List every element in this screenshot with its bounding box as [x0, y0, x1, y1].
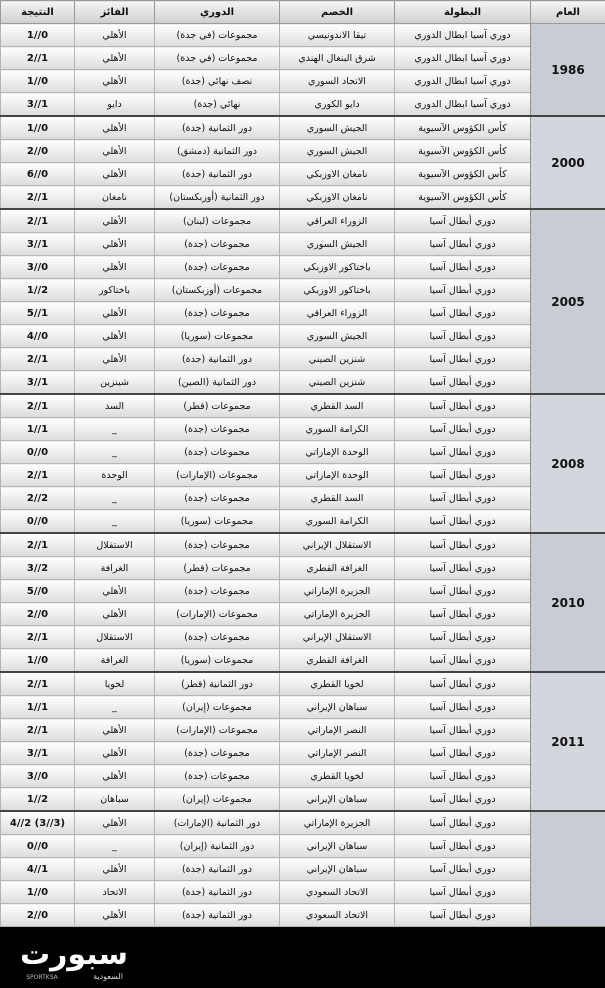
- winner-cell: الأهلي: [75, 163, 155, 186]
- round-cell: مجموعات (سوريا): [155, 325, 280, 348]
- championship-cell: دوري أبطال آسيا: [395, 719, 531, 742]
- winner-cell: الاتحاد: [75, 881, 155, 904]
- logo-subtext: السعودية: [93, 972, 123, 981]
- winner-cell: الأهلي: [75, 70, 155, 93]
- championship-cell: دوري أبطال آسيا: [395, 603, 531, 626]
- result-cell: 2//1: [1, 788, 75, 812]
- championship-cell: دوري أبطال آسيا: [395, 788, 531, 812]
- championship-cell: دوري أبطال آسيا: [395, 649, 531, 673]
- table-row: [1, 256, 605, 279]
- round-cell: مجموعات (في جدة): [155, 24, 280, 47]
- winner-cell: _: [75, 510, 155, 534]
- championship-cell: دوري آسيا ابطال الدوري: [395, 70, 531, 93]
- round-cell: مجموعات (قطر): [155, 557, 280, 580]
- round-cell: مجموعات (جدة): [155, 765, 280, 788]
- round-cell: نهائي (جدة): [155, 93, 280, 117]
- opponent-cell: لخويا القطري: [280, 765, 395, 788]
- championship-cell: دوري أبطال آسيا: [395, 233, 531, 256]
- round-cell: مجموعات (جدة): [155, 580, 280, 603]
- round-cell: مجموعات (قطر): [155, 394, 280, 418]
- championship-cell: دوري أبطال آسيا: [395, 811, 531, 835]
- result-cell: 1//3: [1, 93, 75, 117]
- result-cell: 0//1: [1, 70, 75, 93]
- result-cell: 1//2: [1, 47, 75, 70]
- winner-cell: _: [75, 418, 155, 441]
- result-cell: 1//2: [1, 464, 75, 487]
- result-cell: 0//0: [1, 441, 75, 464]
- table-row: [1, 464, 605, 487]
- year-cell: 2011: [531, 672, 605, 811]
- round-cell: مجموعات (إيران): [155, 788, 280, 812]
- winner-cell: الأهلي: [75, 580, 155, 603]
- year-cell: [531, 811, 605, 927]
- header-year: العام: [531, 1, 605, 24]
- result-cell: 0//0: [1, 510, 75, 534]
- result-cell: 0//2: [1, 904, 75, 927]
- opponent-cell: السد القطري: [280, 394, 395, 418]
- championship-cell: كأس الكؤوس الآسيوية: [395, 186, 531, 210]
- opponent-cell: شرق البنغال الهندي: [280, 47, 395, 70]
- round-cell: دور الثمانية (أوزبكستان): [155, 186, 280, 210]
- round-cell: مجموعات (الإمارات): [155, 603, 280, 626]
- round-cell: مجموعات (جدة): [155, 256, 280, 279]
- championship-cell: دوري أبطال آسيا: [395, 418, 531, 441]
- result-cell: 0//1: [1, 116, 75, 140]
- championship-cell: كأس الكؤوس الآسيوية: [395, 116, 531, 140]
- winner-cell: الأهلي: [75, 209, 155, 233]
- table-row: [1, 510, 605, 534]
- opponent-cell: النصر الإماراتي: [280, 719, 395, 742]
- winner-cell: الوحدة: [75, 464, 155, 487]
- championship-cell: دوري أبطال آسيا: [395, 279, 531, 302]
- result-cell: 0//5: [1, 580, 75, 603]
- championship-cell: دوري أبطال آسيا: [395, 441, 531, 464]
- opponent-cell: شنزين الصيني: [280, 348, 395, 371]
- table-row: [1, 394, 605, 418]
- opponent-cell: الاتحاد السعودي: [280, 881, 395, 904]
- opponent-cell: الاتحاد السوري: [280, 70, 395, 93]
- opponent-cell: الجيش السوري: [280, 116, 395, 140]
- winner-cell: _: [75, 441, 155, 464]
- table-row: [1, 24, 605, 47]
- opponent-cell: الغرافة القطري: [280, 649, 395, 673]
- opponent-cell: الزوراء العراقي: [280, 302, 395, 325]
- result-cell: 1//4: [1, 858, 75, 881]
- table-row: [1, 580, 605, 603]
- result-cell: 1//1: [1, 696, 75, 719]
- championship-cell: دوري أبطال آسيا: [395, 371, 531, 395]
- result-cell: 0//4: [1, 325, 75, 348]
- championship-cell: دوري أبطال آسيا: [395, 626, 531, 649]
- opponent-cell: الزوراء العراقي: [280, 209, 395, 233]
- result-cell: 2//1: [1, 279, 75, 302]
- result-cell: 0//3: [1, 256, 75, 279]
- result-cell: 1//2: [1, 348, 75, 371]
- opponent-cell: الوحدة الإماراتي: [280, 441, 395, 464]
- header-opponent: الخصم: [280, 1, 395, 24]
- table-row: [1, 696, 605, 719]
- result-cell: 0//3: [1, 765, 75, 788]
- winner-cell: الأهلي: [75, 348, 155, 371]
- winner-cell: السد: [75, 394, 155, 418]
- result-cell: 0//1: [1, 24, 75, 47]
- opponent-cell: باختاكور الاوزبكي: [280, 256, 395, 279]
- championship-cell: دوري أبطال آسيا: [395, 672, 531, 696]
- year-cell: 2005: [531, 209, 605, 394]
- round-cell: مجموعات (أوزبكستان): [155, 279, 280, 302]
- championship-cell: دوري أبطال آسيا: [395, 835, 531, 858]
- opponent-cell: سباهان الإيراني: [280, 696, 395, 719]
- winner-cell: سباهان: [75, 788, 155, 812]
- championship-cell: دوري أبطال آسيا: [395, 904, 531, 927]
- winner-cell: _: [75, 487, 155, 510]
- winner-cell: الأهلي: [75, 256, 155, 279]
- championship-cell: دوري أبطال آسيا: [395, 765, 531, 788]
- result-cell: 0//1: [1, 649, 75, 673]
- round-cell: مجموعات (جدة): [155, 233, 280, 256]
- round-cell: دور الثمانية (جدة): [155, 881, 280, 904]
- round-cell: دور الثمانية (جدة): [155, 348, 280, 371]
- table-row: [1, 348, 605, 371]
- year-cell: 2010: [531, 533, 605, 672]
- championship-cell: دوري آسيا ابطال الدوري: [395, 24, 531, 47]
- round-cell: مجموعات (جدة): [155, 487, 280, 510]
- table-row: [1, 209, 605, 233]
- logo-text: سبورت: [20, 937, 128, 972]
- table-row: [1, 742, 605, 765]
- result-cell: 1//2: [1, 209, 75, 233]
- championship-cell: دوري أبطال آسيا: [395, 348, 531, 371]
- result-cell: 1//3: [1, 371, 75, 395]
- round-cell: مجموعات (سوريا): [155, 649, 280, 673]
- result-cell: 1//1: [1, 418, 75, 441]
- table-row: [1, 233, 605, 256]
- table-row: [1, 881, 605, 904]
- result-cell: 1//2: [1, 186, 75, 210]
- round-cell: دور الثمانية (الإمارات): [155, 811, 280, 835]
- opponent-cell: دايو الكوري: [280, 93, 395, 117]
- table-row: [1, 186, 605, 210]
- winner-cell: الأهلي: [75, 765, 155, 788]
- winner-cell: الأهلي: [75, 302, 155, 325]
- table-row: [1, 371, 605, 395]
- table-row: [1, 140, 605, 163]
- result-cell: 0//0: [1, 835, 75, 858]
- opponent-cell: الجزيرة الإماراتي: [280, 811, 395, 835]
- winner-cell: الغرافة: [75, 557, 155, 580]
- opponent-cell: النصر الإماراتي: [280, 742, 395, 765]
- championship-cell: دوري أبطال آسيا: [395, 510, 531, 534]
- table-row: [1, 858, 605, 881]
- table-row: [1, 904, 605, 927]
- opponent-cell: سباهان الإيراني: [280, 835, 395, 858]
- table-row: [1, 116, 605, 140]
- opponent-cell: الجزيرة الإماراتي: [280, 580, 395, 603]
- round-cell: مجموعات (الإمارات): [155, 719, 280, 742]
- result-cell: 1//2: [1, 672, 75, 696]
- winner-cell: الاستقلال: [75, 533, 155, 557]
- winner-cell: الأهلي: [75, 24, 155, 47]
- header-winner: الفائز: [75, 1, 155, 24]
- winner-cell: دايو: [75, 93, 155, 117]
- table-row: [1, 70, 605, 93]
- table-row: [1, 626, 605, 649]
- opponent-cell: لخويا القطري: [280, 672, 395, 696]
- header-championship: البطولة: [395, 1, 531, 24]
- round-cell: دور الثمانية (إيران): [155, 835, 280, 858]
- result-cell: 1//2: [1, 719, 75, 742]
- result-cell: 0//2: [1, 140, 75, 163]
- winner-cell: الأهلي: [75, 742, 155, 765]
- championship-cell: دوري أبطال آسيا: [395, 464, 531, 487]
- table-row: [1, 765, 605, 788]
- round-cell: مجموعات (جدة): [155, 302, 280, 325]
- table-row: [1, 487, 605, 510]
- championship-cell: دوري أبطال آسيا: [395, 881, 531, 904]
- opponent-cell: تيقا الاندونيسي: [280, 24, 395, 47]
- round-cell: دور الثمانية (جدة): [155, 116, 280, 140]
- table-row: [1, 557, 605, 580]
- winner-cell: نامغان: [75, 186, 155, 210]
- result-cell: 0//2: [1, 603, 75, 626]
- winner-cell: الاستقلال: [75, 626, 155, 649]
- year-cell: 1986: [531, 24, 605, 117]
- round-cell: مجموعات (جدة): [155, 626, 280, 649]
- table-row: [1, 441, 605, 464]
- opponent-cell: الكرامة السوري: [280, 418, 395, 441]
- winner-cell: الأهلي: [75, 47, 155, 70]
- table-row: [1, 163, 605, 186]
- opponent-cell: نامغان الاوزبكي: [280, 163, 395, 186]
- sport-logo: [4, 930, 144, 984]
- table-row: [1, 603, 605, 626]
- opponent-cell: الجيش السوري: [280, 325, 395, 348]
- round-cell: نصف نهائي (جدة): [155, 70, 280, 93]
- round-cell: مجموعات (جدة): [155, 441, 280, 464]
- table-row: [1, 788, 605, 812]
- winner-cell: _: [75, 835, 155, 858]
- opponent-cell: الوحدة الإماراتي: [280, 464, 395, 487]
- result-cell: 0//6: [1, 163, 75, 186]
- table-row: [1, 93, 605, 117]
- championship-cell: دوري أبطال آسيا: [395, 325, 531, 348]
- table-row: [1, 672, 605, 696]
- round-cell: مجموعات (في جدة): [155, 47, 280, 70]
- winner-cell: الأهلي: [75, 858, 155, 881]
- championship-cell: دوري أبطال آسيا: [395, 394, 531, 418]
- championship-cell: دوري أبطال آسيا: [395, 302, 531, 325]
- winner-cell: الغرافة: [75, 649, 155, 673]
- winner-cell: لخويا: [75, 672, 155, 696]
- championship-cell: دوري أبطال آسيا: [395, 742, 531, 765]
- round-cell: مجموعات (لبنان): [155, 209, 280, 233]
- result-cell: 1//3: [1, 742, 75, 765]
- winner-cell: _: [75, 696, 155, 719]
- championship-cell: دوري آسيا ابطال الدوري: [395, 93, 531, 117]
- opponent-cell: الجيش السوري: [280, 233, 395, 256]
- opponent-cell: الاستقلال الإيراني: [280, 626, 395, 649]
- winner-cell: شينزين: [75, 371, 155, 395]
- opponent-cell: الغرافة القطري: [280, 557, 395, 580]
- round-cell: دور الثمانية (جدة): [155, 858, 280, 881]
- winner-cell: الأهلي: [75, 603, 155, 626]
- winner-cell: باختاكور: [75, 279, 155, 302]
- result-cell: 1//2: [1, 533, 75, 557]
- round-cell: دور الثمانية (قطر): [155, 672, 280, 696]
- table-row: [1, 533, 605, 557]
- round-cell: مجموعات (جدة): [155, 742, 280, 765]
- round-cell: مجموعات (سوريا): [155, 510, 280, 534]
- result-cell: 0//1: [1, 881, 75, 904]
- result-cell: 2//3: [1, 557, 75, 580]
- round-cell: دور الثمانية (دمشق): [155, 140, 280, 163]
- opponent-cell: الكرامة السوري: [280, 510, 395, 534]
- table-row: [1, 47, 605, 70]
- winner-cell: الأهلي: [75, 233, 155, 256]
- result-cell: (3//3) 2//4: [1, 811, 75, 835]
- table-row: [1, 649, 605, 673]
- winner-cell: الأهلي: [75, 811, 155, 835]
- championship-cell: دوري أبطال آسيا: [395, 487, 531, 510]
- result-cell: 1//3: [1, 233, 75, 256]
- result-cell: 1//5: [1, 302, 75, 325]
- results-body: [1, 24, 605, 927]
- championship-cell: دوري أبطال آسيا: [395, 696, 531, 719]
- result-cell: 1//2: [1, 394, 75, 418]
- winner-cell: الأهلي: [75, 116, 155, 140]
- opponent-cell: نامغان الاوزبكي: [280, 186, 395, 210]
- table-row: [1, 719, 605, 742]
- year-cell: 2008: [531, 394, 605, 533]
- winner-cell: الأهلي: [75, 904, 155, 927]
- logo-tag: SPORTKSA: [26, 974, 58, 981]
- table-row: [1, 302, 605, 325]
- round-cell: مجموعات (الإمارات): [155, 464, 280, 487]
- championship-cell: دوري آسيا ابطال الدوري: [395, 47, 531, 70]
- round-cell: دور الثمانية (جدة): [155, 163, 280, 186]
- championship-cell: كأس الكؤوس الآسيوية: [395, 140, 531, 163]
- table-row: [1, 835, 605, 858]
- winner-cell: الأهلي: [75, 325, 155, 348]
- table-row: [1, 418, 605, 441]
- table-row: [1, 811, 605, 835]
- championship-cell: دوري أبطال آسيا: [395, 557, 531, 580]
- round-cell: مجموعات (جدة): [155, 418, 280, 441]
- opponent-cell: الاستقلال الإيراني: [280, 533, 395, 557]
- table-row: [1, 279, 605, 302]
- winner-cell: الأهلي: [75, 719, 155, 742]
- opponent-cell: شنزين الصيني: [280, 371, 395, 395]
- opponent-cell: الجزيرة الإماراتي: [280, 603, 395, 626]
- opponent-cell: سباهان الإيراني: [280, 858, 395, 881]
- header-row: [1, 1, 605, 24]
- winner-cell: الأهلي: [75, 140, 155, 163]
- championship-cell: دوري أبطال آسيا: [395, 256, 531, 279]
- year-cell: 2000: [531, 116, 605, 209]
- round-cell: دور الثمانية (جدة): [155, 904, 280, 927]
- result-cell: 1//2: [1, 626, 75, 649]
- opponent-cell: باختاكور الاوزبكي: [280, 279, 395, 302]
- championship-cell: دوري أبطال آسيا: [395, 533, 531, 557]
- championship-cell: دوري أبطال آسيا: [395, 580, 531, 603]
- round-cell: دور الثمانية (الصين): [155, 371, 280, 395]
- opponent-cell: الاتحاد السعودي: [280, 904, 395, 927]
- table-row: [1, 325, 605, 348]
- opponent-cell: الجيش السوري: [280, 140, 395, 163]
- round-cell: مجموعات (جدة): [155, 533, 280, 557]
- opponent-cell: السد القطري: [280, 487, 395, 510]
- championship-cell: دوري أبطال آسيا: [395, 858, 531, 881]
- header-result: النتيجة: [1, 1, 75, 24]
- header-round: الدوري: [155, 1, 280, 24]
- result-cell: 2//2: [1, 487, 75, 510]
- championship-cell: دوري أبطال آسيا: [395, 209, 531, 233]
- round-cell: مجموعات (إيران): [155, 696, 280, 719]
- opponent-cell: سباهان الإيراني: [280, 788, 395, 812]
- championship-cell: كأس الكؤوس الآسيوية: [395, 163, 531, 186]
